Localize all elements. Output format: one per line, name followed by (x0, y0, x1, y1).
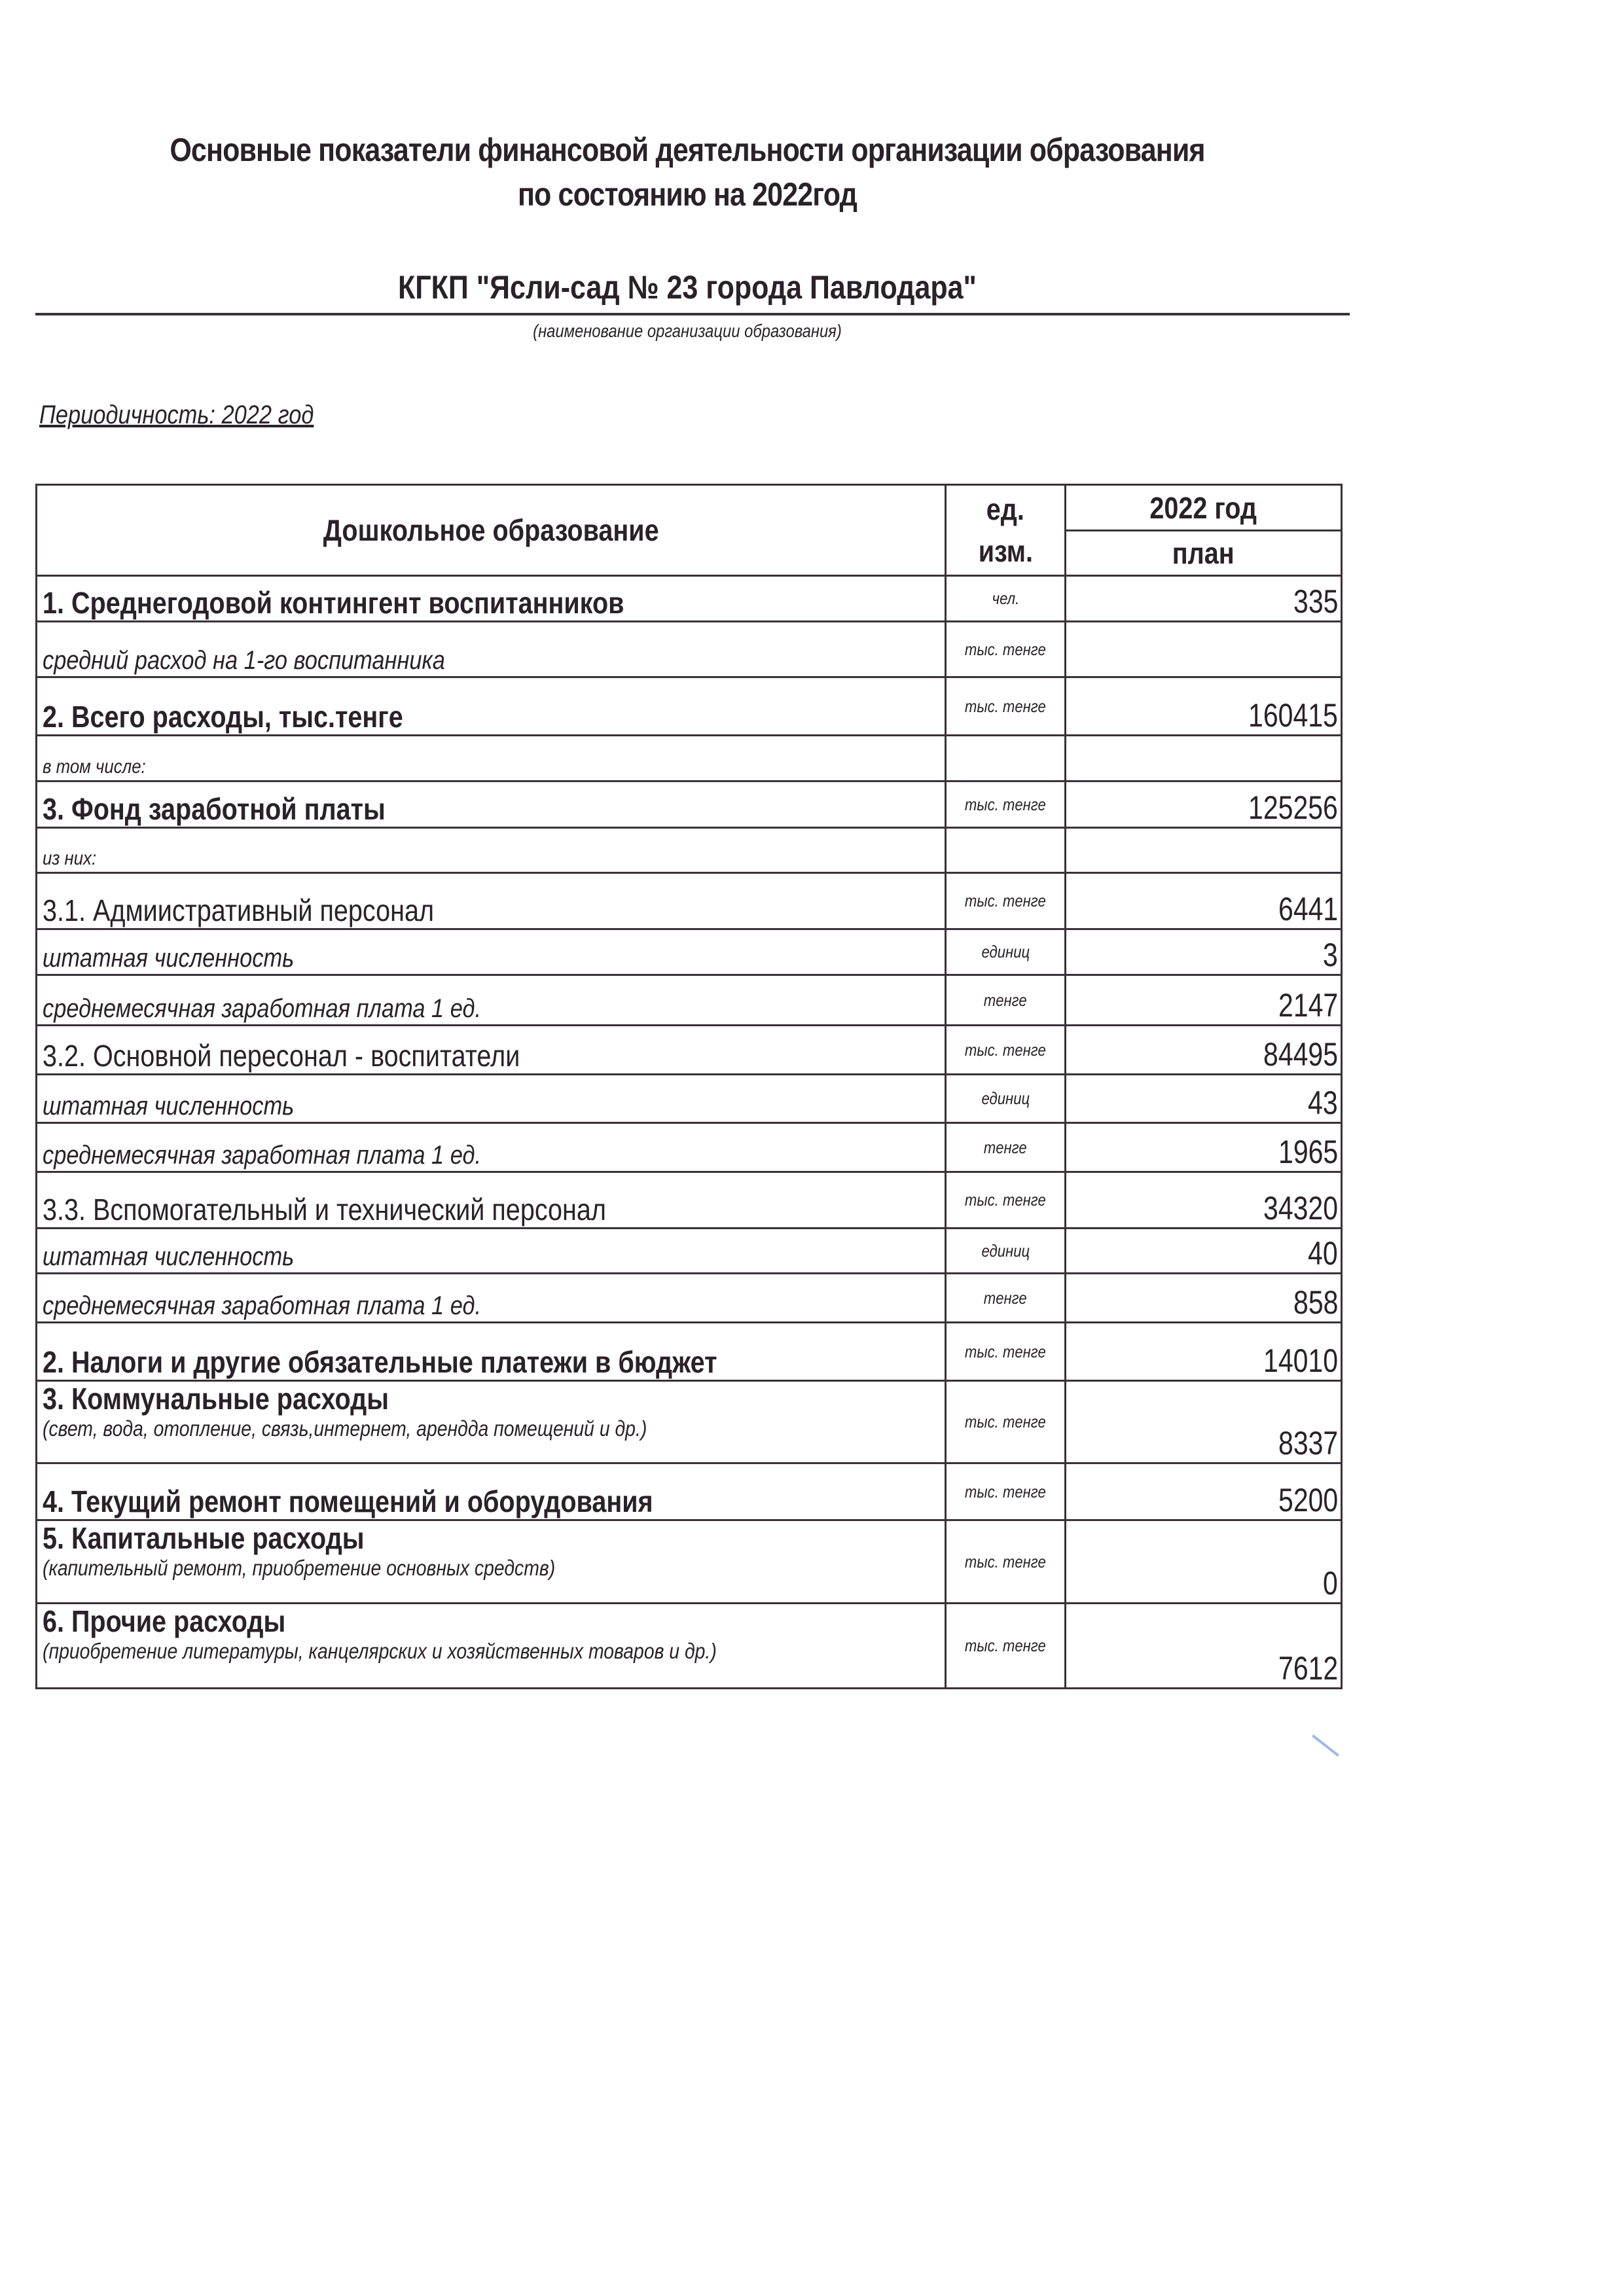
row-unit: тыс. тенге (965, 696, 1046, 716)
row-value: 160415 (1248, 697, 1338, 734)
row-value-cell (1066, 1463, 1342, 1520)
row-value: 43 (1308, 1085, 1338, 1121)
row-value: 2147 (1278, 987, 1338, 1024)
row-unit-cell (946, 873, 1066, 929)
row-value: 34320 (1263, 1190, 1338, 1227)
row-unit: тыс. тенге (965, 1039, 1046, 1060)
row-unit-cell (946, 1172, 1066, 1229)
row-value-cell (1066, 576, 1342, 622)
row-value-cell (1066, 1229, 1342, 1274)
row-value: 6441 (1278, 891, 1338, 927)
row-label: 5. Капитальные расходы (43, 1521, 365, 1555)
row-unit: тенге (984, 990, 1027, 1010)
row-value: 14010 (1263, 1342, 1338, 1379)
header-plan-text: план (1172, 536, 1235, 570)
row-label: 2. Налоги и другие обязательные платежи в бюджет (43, 1345, 717, 1379)
row-unit-cell (946, 828, 1066, 873)
table-row (37, 622, 1342, 677)
table-row (37, 929, 1342, 975)
table-row (37, 736, 1342, 781)
row-label-cell (37, 929, 946, 975)
row-unit-cell (946, 1123, 1066, 1172)
row-value: 40 (1308, 1235, 1338, 1272)
table-row (37, 677, 1342, 736)
table-row (37, 1463, 1342, 1520)
organization-name: КГКП "Ясли-сад № 23 города Павлодара" (398, 269, 977, 306)
row-unit: тыс. тенге (965, 1481, 1046, 1501)
row-unit: тенге (984, 1137, 1027, 1157)
row-label: штатная численность (43, 1092, 295, 1121)
row-unit-cell (946, 929, 1066, 975)
row-value-cell (1066, 1381, 1342, 1463)
table-row (37, 1229, 1342, 1274)
table-row (37, 1274, 1342, 1323)
header-year-text: 2022 год (1149, 490, 1257, 525)
row-unit-cell (946, 1463, 1066, 1520)
header-unit (946, 485, 1066, 576)
header-unit-line1: ед. (986, 492, 1025, 526)
row-unit-cell (946, 1520, 1066, 1604)
row-label: среднемесячная заработная плата 1 ед. (43, 1141, 482, 1170)
pen-mark (1312, 1734, 1339, 1757)
row-value-cell (1066, 781, 1342, 828)
table-row (37, 1026, 1342, 1075)
row-value: 858 (1293, 1284, 1338, 1321)
row-label-cell (37, 1463, 946, 1520)
document-title-line1: Основные показатели финансовой деятельности организации образования (170, 132, 1205, 168)
document-title-line2: по состоянию на 2022год (517, 176, 857, 213)
row-note: (свет, вода, отопление, связь,интернет, арендда помещений и др.) (43, 1416, 647, 1441)
row-label: 3.1. Адмиистративный персонал (43, 893, 435, 927)
row-label: штатная численность (43, 944, 295, 973)
row-unit: тыс. тенге (965, 891, 1046, 910)
row-unit-cell (946, 677, 1066, 736)
header-plan (1066, 531, 1342, 576)
row-label: 4. Текущий ремонт помещений и оборудования (43, 1484, 653, 1518)
row-note: (приобретение литературы, канцелярских и хозяйственных товаров и др.) (43, 1638, 717, 1663)
header-section (37, 485, 946, 576)
row-unit: тыс. тенге (965, 1341, 1046, 1361)
header-year (1066, 485, 1342, 531)
row-label: среднемесячная заработная плата 1 ед. (43, 1291, 482, 1320)
row-unit-cell (946, 1604, 1066, 1689)
row-value-cell (1066, 1075, 1342, 1123)
row-value: 335 (1293, 583, 1338, 620)
row-label: среднемесячная заработная плата 1 ед. (43, 994, 482, 1023)
row-label: 3.3. Вспомогательный и технический персонал (43, 1193, 606, 1227)
table-header-row (37, 485, 1342, 531)
row-label-cell (37, 781, 946, 828)
row-unit-cell (946, 1381, 1066, 1463)
row-label-cell (37, 1604, 946, 1689)
table-row (37, 1075, 1342, 1123)
row-note: (капительный ремонт, приобретение основных средств) (43, 1555, 556, 1580)
row-value: 3 (1323, 937, 1338, 973)
table-row (37, 781, 1342, 828)
row-label: в том числе: (43, 756, 146, 778)
row-value-cell (1066, 677, 1342, 736)
row-value-cell (1066, 1520, 1342, 1604)
row-label-cell (37, 828, 946, 873)
row-label: 2. Всего расходы, тыс.тенге (43, 700, 403, 734)
row-label: штатная численность (43, 1242, 295, 1271)
row-value-cell (1066, 929, 1342, 975)
row-value: 5200 (1278, 1482, 1338, 1518)
row-unit: тыс. тенге (965, 1551, 1046, 1571)
row-label-cell (37, 677, 946, 736)
row-unit: тыс. тенге (965, 1412, 1046, 1431)
row-value-cell (1066, 873, 1342, 929)
row-unit-cell (946, 622, 1066, 677)
row-unit: тыс. тенге (965, 1190, 1046, 1210)
table-row (37, 828, 1342, 873)
row-label-cell (37, 1172, 946, 1229)
table-row (37, 1604, 1342, 1689)
row-unit-cell (946, 1026, 1066, 1075)
table-row (37, 1381, 1342, 1463)
row-label-cell (37, 1229, 946, 1274)
row-label-cell (37, 622, 946, 677)
row-value-cell (1066, 1323, 1342, 1381)
row-label: из них: (43, 848, 97, 869)
table-row (37, 873, 1342, 929)
row-unit: тыс. тенге (965, 1636, 1046, 1655)
row-value-cell (1066, 1172, 1342, 1229)
periodicity-label: Периодичность: 2022 год (39, 401, 314, 429)
row-value: 0 (1323, 1565, 1338, 1602)
row-value-cell (1066, 975, 1342, 1026)
row-unit: тыс. тенге (965, 794, 1046, 814)
table-row (37, 1123, 1342, 1172)
row-label-cell (37, 1520, 946, 1604)
row-label-cell (37, 576, 946, 622)
row-label: 6. Прочие расходы (43, 1604, 286, 1638)
table-row (37, 975, 1342, 1026)
row-label: средний расход на 1-го воспитанника (43, 646, 445, 675)
row-unit-cell (946, 1323, 1066, 1381)
row-value: 7612 (1278, 1650, 1338, 1687)
table-row (37, 576, 1342, 622)
row-label: 3. Фонд заработной платы (43, 792, 386, 826)
row-unit: единиц (981, 1088, 1030, 1108)
row-label-cell (37, 1123, 946, 1172)
row-label-cell (37, 1026, 946, 1075)
row-label-cell (37, 736, 946, 781)
row-label-cell (37, 1075, 946, 1123)
row-label-cell (37, 873, 946, 929)
row-value-cell (1066, 622, 1342, 677)
row-value-cell (1066, 1123, 1342, 1172)
row-label: 3. Коммунальные расходы (43, 1382, 389, 1416)
row-value-cell (1066, 1604, 1342, 1689)
row-label: 1. Среднегодовой контингент воспитанников (43, 586, 624, 620)
table-row (37, 1172, 1342, 1229)
row-unit-cell (946, 576, 1066, 622)
organization-underline (35, 313, 1350, 315)
header-section-text: Дошкольное образование (323, 513, 659, 547)
table-row (37, 1520, 1342, 1604)
row-label-cell (37, 1381, 946, 1463)
row-label-cell (37, 975, 946, 1026)
row-unit-cell (946, 975, 1066, 1026)
row-value-cell (1066, 828, 1342, 873)
row-value: 84495 (1263, 1036, 1338, 1073)
table-row (37, 1323, 1342, 1381)
row-unit-cell (946, 1274, 1066, 1323)
row-label-cell (37, 1274, 946, 1323)
row-unit: единиц (981, 942, 1030, 961)
row-unit-cell (946, 781, 1066, 828)
row-unit-cell (946, 1075, 1066, 1123)
row-label: 3.2. Основной пересонал - воспитатели (43, 1039, 520, 1073)
organization-caption: (наименование организации образования) (533, 321, 842, 341)
row-value-cell (1066, 736, 1342, 781)
table-body (37, 576, 1342, 1689)
row-value: 1965 (1278, 1134, 1338, 1170)
row-value-cell (1066, 1274, 1342, 1323)
row-unit: тыс. тенге (965, 639, 1046, 659)
row-value-cell (1066, 1026, 1342, 1075)
row-unit-cell (946, 736, 1066, 781)
row-label-cell (37, 1323, 946, 1381)
row-unit: чел. (992, 588, 1019, 608)
financial-indicators-table (35, 484, 1343, 1689)
row-unit: единиц (981, 1240, 1030, 1261)
header-unit-line2: изм. (978, 534, 1033, 568)
row-unit: тенге (984, 1287, 1027, 1308)
row-unit-cell (946, 1229, 1066, 1274)
row-value: 125256 (1248, 789, 1338, 826)
row-value: 8337 (1278, 1425, 1338, 1462)
